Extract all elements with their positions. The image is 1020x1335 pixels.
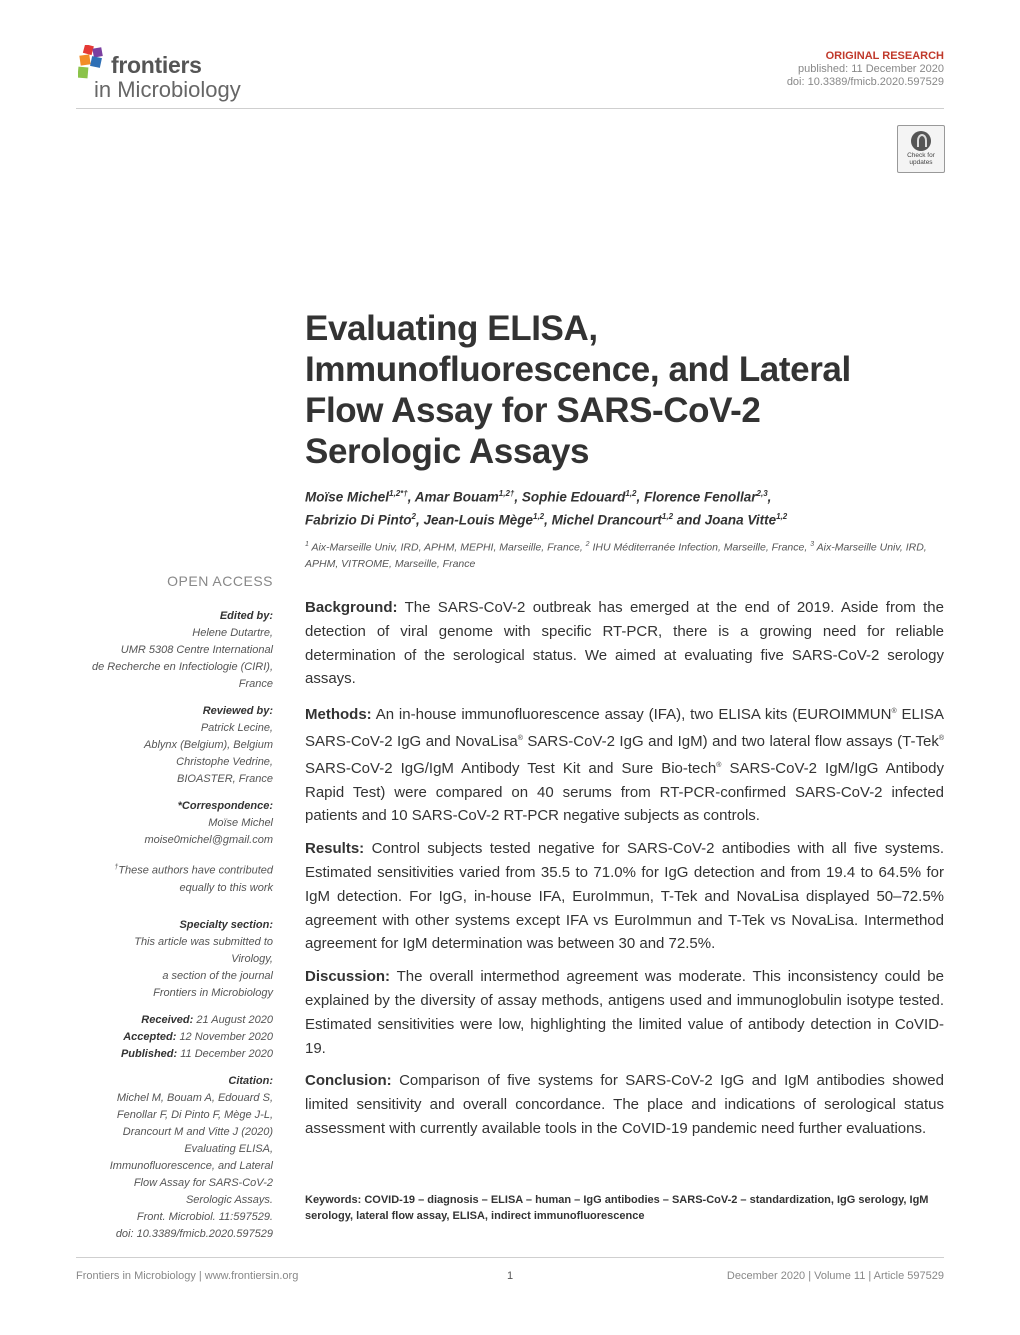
affiliation: Aix-Marseille Univ, IRD, APHM, MEPHI, Marseille, France, <box>311 541 583 554</box>
article-type: ORIGINAL RESEARCH <box>825 50 944 62</box>
journal-logo <box>78 45 308 105</box>
author-name[interactable]: Fabrizio Di Pinto <box>305 512 412 527</box>
sidebar-line: UMR 5308 Centre International <box>120 644 273 656</box>
sidebar-line: Front. Microbiol. 11:597529. <box>136 1210 273 1223</box>
header-divider <box>76 108 944 109</box>
sidebar-line: This article was submitted to <box>134 935 273 948</box>
sidebar-line: Drancourt M and Vitte J (2020) <box>122 1125 273 1138</box>
author-sup: 1,2 <box>625 489 637 498</box>
reg-mark: ® <box>517 734 523 742</box>
discussion-label: Discussion: <box>305 968 391 986</box>
results-text: Control subjects tested negative for SARS-CoV-2 antibodies with all five systems. Estimated sensitivities varied from 35.5 to 71.0% for IgG detection and from 19.4 to 64.5% for IgM detection. For IgG, in-house IFA, EuroImmun, T-Tek and NovaLisa displayed 50–72.5% agreement with other systems except IFA vs EuroImmun and T-Tek vs NovaLisa. Intermethod agreement for IgM determination was between 30 and 72.5%. <box>305 840 945 953</box>
affil-sup: 1 <box>305 541 309 548</box>
abstract-methods <box>305 700 944 828</box>
abstract <box>305 596 944 1150</box>
accepted-label: Accepted: <box>123 1030 177 1043</box>
sidebar-line: Immunofluorescence, and Lateral <box>109 1159 273 1172</box>
keywords <box>305 1192 945 1224</box>
abstract-conclusion <box>305 1069 944 1140</box>
article-title: Evaluating ELISA, Immunofluorescence, and Lateral Flow Assay for SARS-CoV-2 Serologic Assays <box>305 309 851 471</box>
affiliation: IHU Méditerranée Infection, Marseille, France, <box>592 541 808 554</box>
author-name[interactable]: Joana Vitte <box>704 512 777 527</box>
received-date: 21 August 2020 <box>196 1013 273 1026</box>
published-date-sidebar: 11 December 2020 <box>180 1047 273 1060</box>
affiliations <box>305 537 945 572</box>
author-sup: 1,2 <box>533 511 545 521</box>
affil-sup: 3 <box>810 541 815 548</box>
page-number: 1 <box>506 1270 514 1282</box>
published-date: published: 11 December 2020 <box>798 63 944 75</box>
author-sup: 1,2*† <box>389 489 408 498</box>
article-doi[interactable]: doi: 10.3389/fmicb.2020.597529 <box>786 76 944 88</box>
conclusion-label: Conclusion: <box>305 1072 392 1090</box>
edited-by-section <box>60 608 273 693</box>
methods-text: ELISA SARS-CoV-2 IgG and NovaLisa <box>305 706 944 750</box>
affil-sup: 2 <box>585 541 590 548</box>
received-label: Received: <box>141 1013 194 1026</box>
author-sup: 2,3 <box>756 489 768 498</box>
sidebar-line: BIOASTER, France <box>177 773 273 785</box>
journal-subtitle: in Microbiology <box>94 77 241 102</box>
author-name[interactable]: Michel Drancourt <box>551 512 662 527</box>
sidebar-line: Serologic Assays. <box>185 1193 273 1206</box>
methods-text: SARS-CoV-2 IgM/IgG Antibody Rapid Test) were compared on 40 serums from RT-PCR-confirmed SARS-CoV-2 infected patients and 10 SARS-CoV-2 RT-PCR negative subjects as controls. <box>305 759 944 825</box>
reg-mark: ® <box>891 708 897 716</box>
sidebar-line: These authors have contributed <box>118 864 273 877</box>
sidebar-line: equally to this work <box>179 881 273 894</box>
check-updates-icon <box>911 131 931 151</box>
accepted-date: 12 November 2020 <box>179 1030 273 1043</box>
contrib-sup: † <box>114 864 119 871</box>
open-access-label: OPEN ACCESS <box>167 573 273 589</box>
discussion-text: The overall intermethod agreement was moderate. This inconsistency could be explained by the diversity of assay methods, antigens used and immunoglobulin isotype tested. Estimated sensitivities were low, highlighting the limited value of antibody detection in CoVID-19. <box>305 968 944 1057</box>
footer-divider <box>76 1257 944 1258</box>
citation-section <box>60 1073 273 1243</box>
keywords-text: COVID-19 – diagnosis – ELISA – human – IgG antibodies – SARS-CoV-2 – standardization, IgG serology, IgM serology, lateral flow assay, ELISA, indirect immunofluorescence <box>305 1194 929 1222</box>
sidebar-line: Fenollar F, Di Pinto F, Mège J-L, <box>116 1108 273 1121</box>
correspondence-email[interactable]: moise0michel@gmail.com <box>144 834 273 846</box>
abstract-discussion <box>305 965 944 1060</box>
methods-text: SARS-CoV-2 IgG and IgM) and two lateral flow assays (T-Tek <box>522 732 939 750</box>
sidebar-line: Ablynx (Belgium), Belgium <box>144 739 273 751</box>
author-name[interactable]: Sophie Edouard <box>521 489 626 505</box>
conclusion-text: Comparison of five systems for SARS-CoV-2 IgG and IgM antibodies showed limited sensitivity and overall concordance. The place and indications of serological status assessment with currently available tools in the CoVID-19 pandemic need further evaluations. <box>305 1072 944 1137</box>
article-meta <box>787 50 944 89</box>
citation-label: Citation: <box>228 1074 273 1087</box>
methods-text: An in-house immunofluorescence assay (IFA), two ELISA kits (EUROIMMUN <box>375 706 892 724</box>
author-sup: 1,2 <box>661 511 674 521</box>
author-sup: 2 <box>411 511 416 521</box>
dates-section <box>60 1012 273 1063</box>
author-name[interactable]: Moïse Michel <box>305 489 390 505</box>
sidebar-line: Patrick Lecine, <box>200 722 273 734</box>
check-for-updates-badge[interactable] <box>897 125 945 173</box>
sidebar-line: Moïse Michel <box>208 817 273 829</box>
sidebar-line: Christophe Vedrine, <box>176 756 273 768</box>
specialty-label: Specialty section: <box>179 918 273 931</box>
article-sidebar <box>60 608 273 1253</box>
correspondence-label: *Correspondence: <box>177 800 273 812</box>
edited-by-label: Edited by: <box>219 610 273 622</box>
author-list: Moïse Michel$^{1,2*\dagger}$, Amar Bouam$^{1,2\dagger}$, Sophie Edouard$^{1,2}$, Florence Fenollar$^{2,3}$, Fabrizio Di Pinto$^2$, Jean-Louis Mège$^{1,2}$, Michel Drancourt$^{1,2}$ and Joana Vitte$^{1,2}$ <box>305 489 788 527</box>
correspondence-section <box>60 798 273 849</box>
reg-mark: ® <box>938 734 944 742</box>
published-label: Published: <box>120 1047 178 1060</box>
sidebar-line: Frontiers in Microbiology <box>153 986 273 999</box>
footer-issue-info: December 2020 | Volume 11 | Article 597529 <box>726 1270 944 1282</box>
author-sup: 1,2† <box>498 489 515 498</box>
sidebar-line: Helene Dutartre, <box>192 627 273 639</box>
sidebar-line: a section of the journal <box>162 969 273 982</box>
author-name[interactable]: Amar Bouam <box>414 489 499 505</box>
keywords-label: Keywords: <box>305 1194 362 1206</box>
sidebar-line: Evaluating ELISA, <box>184 1142 273 1155</box>
background-text: The SARS-CoV-2 outbreak has emerged at the end of 2019. Aside from the detection of viral genome with specific RT-PCR, there is a growing need for reliable determination of the serological status. We aimed at evaluating five SARS-CoV-2 serology assays. <box>305 599 944 688</box>
specialty-section <box>60 917 273 1002</box>
author-sup: 1,2 <box>776 511 788 521</box>
contribution-note <box>60 859 273 897</box>
methods-text: SARS-CoV-2 IgG/IgM Antibody Test Kit and Sure Bio-tech <box>305 759 717 777</box>
sidebar-line: Flow Assay for SARS-CoV-2 <box>133 1176 273 1189</box>
reg-mark: ® <box>716 761 722 769</box>
citation-doi[interactable]: doi: 10.3389/fmicb.2020.597529 <box>115 1227 273 1240</box>
abstract-background <box>305 596 944 691</box>
author-name[interactable]: Florence Fenollar <box>644 489 757 505</box>
author-name[interactable]: Jean-Louis Mège <box>423 512 533 527</box>
sidebar-line: Michel M, Bouam A, Edouard S, <box>116 1091 273 1104</box>
methods-label: Methods: <box>305 706 372 724</box>
abstract-results <box>305 837 944 956</box>
background-label: Background: <box>305 599 398 616</box>
sidebar-line: France <box>238 678 273 690</box>
footer-journal-link[interactable]: Frontiers in Microbiology | www.frontiersin.org <box>76 1270 299 1282</box>
check-updates-label-1: Check for <box>907 152 935 159</box>
reviewed-by-label: Reviewed by: <box>202 705 273 717</box>
check-updates-label-2: updates <box>909 159 933 166</box>
sidebar-line: Virology, <box>231 952 273 965</box>
affiliation: Aix-Marseille Univ, IRD, APHM, VITROME, Marseille, France <box>305 541 927 570</box>
results-label: Results: <box>305 840 365 858</box>
sidebar-line: de Recherche en Infectiologie (CIRI), <box>92 661 273 673</box>
journal-name: frontiers <box>111 52 202 78</box>
reviewed-by-section <box>60 703 273 788</box>
